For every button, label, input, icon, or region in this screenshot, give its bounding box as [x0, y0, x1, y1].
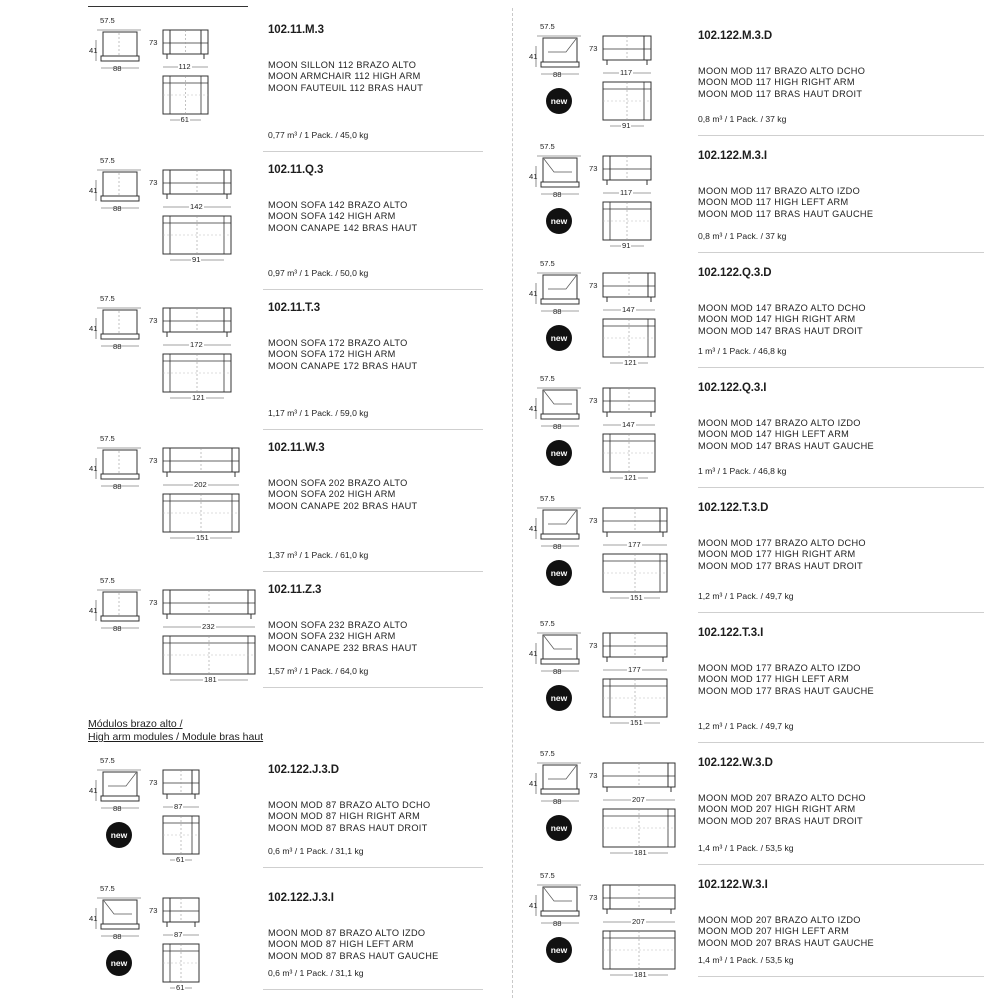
new-badge: new	[106, 950, 132, 976]
armchair-side-icon	[528, 745, 598, 815]
product-name-line: MOON SOFA 172 HIGH ARM	[268, 349, 396, 360]
side-width-dimension: 88	[113, 204, 122, 213]
side-view-drawing	[88, 12, 158, 82]
product-name-line: MOON MOD 177 HIGH RIGHT ARM	[698, 549, 856, 560]
armchair-side-icon	[528, 18, 598, 88]
height-dimension: 73	[149, 456, 158, 465]
width-dimension: 147	[622, 420, 635, 429]
sofa-front-icon	[163, 12, 238, 132]
product-name-line: MOON MOD 117 BRAZO ALTO DCHO	[698, 66, 866, 76]
sofa-front-icon	[603, 615, 697, 735]
product-names	[268, 478, 417, 512]
seat-height-dimension: 41	[529, 289, 538, 298]
side-width-dimension: 88	[113, 342, 122, 351]
side-view-drawing	[528, 490, 598, 560]
seat-height-dimension: 41	[529, 524, 538, 533]
product-name-line: MOON MOD 87 BRAS HAUT DROIT	[268, 822, 428, 833]
product-block	[88, 572, 483, 688]
product-spec: 1,4 m³ / 1 Pack. / 53,5 kg	[698, 843, 794, 853]
front-view-drawing	[149, 152, 261, 272]
front-view-drawing	[149, 752, 229, 872]
product-name-line: MOON CANAPE 202 BRAS HAUT	[268, 500, 418, 511]
sofa-front-icon	[163, 152, 261, 272]
armchair-side-icon	[88, 430, 158, 500]
product-name-line: MOON MOD 207 BRAS HAUT GAUCHE	[698, 937, 874, 948]
height-dimension: 73	[149, 38, 158, 47]
sofa-front-icon	[603, 490, 697, 610]
product-name-line: MOON MOD 117 HIGH RIGHT ARM	[698, 77, 855, 88]
height-dimension: 73	[589, 771, 598, 780]
product-block	[528, 255, 984, 368]
width-dimension: 142	[190, 202, 203, 211]
sofa-front-icon	[163, 880, 229, 1000]
product-block	[88, 752, 483, 868]
product-code: 102.122.J.3.I	[268, 892, 334, 904]
product-block	[528, 490, 984, 613]
product-spec: 0,6 m³ / 1 Pack. / 31,1 kg	[268, 968, 364, 978]
product-spec: 0,77 m³ / 1 Pack. / 45,0 kg	[268, 130, 369, 140]
product-spec: 0,8 m³ / 1 Pack. / 37 kg	[698, 231, 787, 241]
product-name-line: MOON MOD 177 BRAZO ALTO IZDO	[698, 663, 861, 673]
product-name-line: MOON MOD 87 BRAZO ALTO IZDO	[268, 928, 426, 938]
product-spec: 1 m³ / 1 Pack. / 46,8 kg	[698, 466, 787, 476]
product-names	[698, 538, 866, 572]
inner-width-dimension: 91	[192, 255, 201, 264]
depth-dimension: 57.5	[540, 871, 555, 880]
product-block	[528, 867, 984, 977]
product-names	[698, 663, 874, 697]
product-code: 102.122.Q.3.I	[698, 382, 767, 394]
width-dimension: 177	[628, 665, 641, 674]
product-spec: 0,97 m³ / 1 Pack. / 50,0 kg	[268, 268, 369, 278]
product-name-line: MOON MOD 147 BRAZO ALTO DCHO	[698, 303, 866, 313]
front-view-drawing	[589, 615, 697, 735]
side-view-drawing	[528, 745, 598, 815]
product-name-line: MOON CANAPE 172 BRAS HAUT	[268, 360, 418, 371]
depth-dimension: 57.5	[540, 22, 555, 31]
product-name-line: MOON MOD 177 BRAS HAUT GAUCHE	[698, 685, 874, 696]
product-name-line: MOON SOFA 232 HIGH ARM	[268, 631, 396, 642]
seat-height-dimension: 41	[529, 404, 538, 413]
height-dimension: 73	[589, 44, 598, 53]
inner-width-dimension: 121	[624, 473, 637, 482]
height-dimension: 73	[149, 778, 158, 787]
row-separator	[698, 252, 984, 253]
product-name-line: MOON MOD 207 BRAZO ALTO IZDO	[698, 915, 861, 925]
side-width-dimension: 88	[113, 482, 122, 491]
side-width-dimension: 88	[113, 64, 122, 73]
side-view-drawing	[528, 867, 598, 937]
front-view-drawing	[589, 18, 681, 138]
seat-height-dimension: 41	[529, 52, 538, 61]
product-name-line: MOON MOD 207 BRAZO ALTO DCHO	[698, 793, 866, 803]
product-spec: 0,8 m³ / 1 Pack. / 37 kg	[698, 114, 787, 124]
inner-width-dimension: 181	[634, 848, 647, 857]
product-code: 102.11.W.3	[268, 442, 325, 454]
front-view-drawing	[589, 745, 705, 865]
side-width-dimension: 88	[553, 919, 562, 928]
sofa-front-icon	[603, 18, 681, 138]
product-code: 102.122.W.3.I	[698, 879, 768, 891]
product-name-line: MOON MOD 87 HIGH LEFT ARM	[268, 939, 414, 950]
side-view-drawing	[88, 152, 158, 222]
front-view-drawing	[589, 255, 685, 375]
depth-dimension: 57.5	[540, 749, 555, 758]
product-name-line: MOON FAUTEUIL 112 BRAS HAUT	[268, 82, 424, 93]
height-dimension: 73	[589, 396, 598, 405]
product-name-line: MOON MOD 87 HIGH RIGHT ARM	[268, 811, 421, 822]
depth-dimension: 57.5	[100, 156, 115, 165]
new-badge: new	[546, 208, 572, 234]
product-name-line: MOON MOD 117 BRAS HAUT GAUCHE	[698, 208, 874, 219]
product-name-line: MOON ARMCHAIR 112 HIGH ARM	[268, 71, 421, 82]
product-spec: 1 m³ / 1 Pack. / 46,8 kg	[698, 346, 787, 356]
side-view-drawing	[88, 752, 158, 822]
product-names	[268, 620, 417, 654]
depth-dimension: 57.5	[100, 884, 115, 893]
height-dimension: 73	[589, 164, 598, 173]
product-name-line: MOON CANAPE 232 BRAS HAUT	[268, 642, 418, 653]
product-name-line: MOON SOFA 142 BRAZO ALTO	[268, 200, 408, 210]
depth-dimension: 57.5	[100, 16, 115, 25]
section-heading	[88, 718, 263, 744]
product-name-line: MOON MOD 207 BRAS HAUT DROIT	[698, 815, 863, 826]
row-separator	[698, 864, 984, 865]
product-block	[88, 880, 483, 990]
product-names	[268, 60, 423, 94]
product-name-line: MOON MOD 147 HIGH RIGHT ARM	[698, 314, 856, 325]
product-name-line: MOON MOD 117 HIGH LEFT ARM	[698, 197, 849, 208]
sofa-front-icon	[163, 430, 269, 550]
armchair-side-icon	[528, 138, 598, 208]
side-width-dimension: 88	[553, 797, 562, 806]
section-heading-line2: High arm modules / Module bras haut	[88, 731, 264, 743]
inner-width-dimension: 151	[630, 718, 643, 727]
front-view-drawing	[149, 430, 269, 550]
seat-height-dimension: 41	[529, 901, 538, 910]
depth-dimension: 57.5	[100, 294, 115, 303]
row-separator	[698, 976, 984, 977]
product-name-line: MOON MOD 177 HIGH LEFT ARM	[698, 674, 850, 685]
product-names	[698, 303, 866, 337]
height-dimension: 73	[149, 598, 158, 607]
product-code: 102.122.W.3.D	[698, 757, 773, 769]
product-name-line: MOON SOFA 142 HIGH ARM	[268, 211, 396, 222]
product-names	[268, 800, 430, 834]
new-badge: new	[106, 822, 132, 848]
product-name-line: MOON SOFA 202 BRAZO ALTO	[268, 478, 408, 488]
product-code: 102.122.T.3.D	[698, 502, 769, 514]
front-view-drawing	[149, 290, 261, 410]
product-names	[698, 66, 865, 100]
new-badge: new	[546, 440, 572, 466]
width-dimension: 87	[174, 802, 183, 811]
width-dimension: 147	[622, 305, 635, 314]
seat-height-dimension: 41	[529, 172, 538, 181]
product-code: 102.122.M.3.D	[698, 30, 773, 42]
product-block	[528, 18, 984, 136]
side-width-dimension: 88	[553, 190, 562, 199]
column-divider	[512, 8, 513, 998]
seat-height-dimension: 41	[529, 649, 538, 658]
product-spec: 1,2 m³ / 1 Pack. / 49,7 kg	[698, 591, 794, 601]
side-view-drawing	[88, 572, 158, 642]
width-dimension: 207	[632, 795, 645, 804]
product-names	[698, 793, 866, 827]
top-rule	[88, 0, 248, 7]
side-view-drawing	[528, 138, 598, 208]
product-name-line: MOON MOD 117 BRAZO ALTO IZDO	[698, 186, 861, 196]
side-view-drawing	[88, 290, 158, 360]
product-block	[528, 370, 984, 488]
armchair-side-icon	[528, 867, 598, 937]
row-separator	[263, 687, 483, 688]
depth-dimension: 57.5	[540, 142, 555, 151]
sofa-front-icon	[603, 370, 685, 490]
width-dimension: 117	[620, 68, 633, 77]
product-spec: 0,6 m³ / 1 Pack. / 31,1 kg	[268, 846, 364, 856]
row-separator	[698, 487, 984, 488]
side-view-drawing	[88, 430, 158, 500]
side-view-drawing	[528, 370, 598, 440]
product-block	[528, 745, 984, 865]
side-width-dimension: 88	[553, 542, 562, 551]
depth-dimension: 57.5	[100, 756, 115, 765]
product-block	[88, 430, 483, 572]
width-dimension: 177	[628, 540, 641, 549]
seat-height-dimension: 41	[89, 324, 98, 333]
product-name-line: MOON MOD 177 BRAZO ALTO DCHO	[698, 538, 866, 548]
armchair-side-icon	[88, 12, 158, 82]
product-name-line: MOON MOD 207 HIGH LEFT ARM	[698, 926, 850, 937]
row-separator	[698, 367, 984, 368]
seat-height-dimension: 41	[529, 779, 538, 788]
front-view-drawing	[149, 880, 229, 1000]
product-block	[88, 152, 483, 290]
height-dimension: 73	[589, 641, 598, 650]
sofa-front-icon	[603, 745, 705, 865]
product-spec: 1,57 m³ / 1 Pack. / 64,0 kg	[268, 666, 369, 676]
sofa-front-icon	[603, 255, 685, 375]
height-dimension: 73	[589, 516, 598, 525]
front-view-drawing	[589, 370, 685, 490]
depth-dimension: 57.5	[540, 619, 555, 628]
seat-height-dimension: 41	[89, 186, 98, 195]
front-view-drawing	[149, 12, 238, 132]
product-code: 102.122.J.3.D	[268, 764, 339, 776]
width-dimension: 202	[194, 480, 207, 489]
product-block	[88, 12, 483, 152]
inner-width-dimension: 91	[622, 121, 631, 130]
product-name-line: MOON MOD 87 BRAS HAUT GAUCHE	[268, 950, 439, 961]
side-width-dimension: 88	[553, 70, 562, 79]
product-code: 102.122.T.3.I	[698, 627, 764, 639]
product-spec: 1,37 m³ / 1 Pack. / 61,0 kg	[268, 550, 369, 560]
width-dimension: 207	[632, 917, 645, 926]
side-width-dimension: 88	[113, 804, 122, 813]
product-name-line: MOON MOD 177 BRAS HAUT DROIT	[698, 560, 863, 571]
side-width-dimension: 88	[113, 932, 122, 941]
inner-width-dimension: 61	[176, 983, 185, 992]
depth-dimension: 57.5	[540, 374, 555, 383]
width-dimension: 112	[178, 62, 191, 71]
inner-width-dimension: 151	[630, 593, 643, 602]
product-name-line: MOON CANAPE 142 BRAS HAUT	[268, 222, 418, 233]
front-view-drawing	[589, 490, 697, 610]
depth-dimension: 57.5	[540, 259, 555, 268]
sofa-front-icon	[163, 572, 285, 692]
row-separator	[698, 612, 984, 613]
product-spec: 1,17 m³ / 1 Pack. / 59,0 kg	[268, 408, 369, 418]
front-view-drawing	[149, 572, 285, 692]
inner-width-dimension: 91	[622, 241, 631, 250]
product-block	[88, 290, 483, 430]
product-code: 102.122.M.3.I	[698, 150, 768, 162]
sofa-front-icon	[163, 752, 229, 872]
product-name-line: MOON SOFA 232 BRAZO ALTO	[268, 620, 408, 630]
seat-height-dimension: 41	[89, 786, 98, 795]
seat-height-dimension: 41	[89, 606, 98, 615]
sofa-front-icon	[603, 867, 705, 987]
product-names	[698, 186, 873, 220]
height-dimension: 73	[149, 906, 158, 915]
product-code: 102.11.Q.3	[268, 164, 324, 176]
product-block	[528, 138, 984, 253]
inner-width-dimension: 151	[196, 533, 209, 542]
row-separator	[263, 989, 483, 990]
product-names	[268, 200, 417, 234]
product-names	[268, 928, 439, 962]
inner-width-dimension: 181	[634, 970, 647, 979]
inner-width-dimension: 61	[176, 855, 185, 864]
height-dimension: 73	[589, 893, 598, 902]
armchair-side-icon	[88, 752, 158, 822]
front-view-drawing	[589, 867, 705, 987]
armchair-side-icon	[528, 255, 598, 325]
seat-height-dimension: 41	[89, 914, 98, 923]
row-separator	[698, 742, 984, 743]
armchair-side-icon	[88, 152, 158, 222]
product-code: 102.11.T.3	[268, 302, 321, 314]
new-badge: new	[546, 685, 572, 711]
side-width-dimension: 88	[553, 307, 562, 316]
product-spec: 1,4 m³ / 1 Pack. / 53,5 kg	[698, 955, 794, 965]
product-names	[268, 338, 417, 372]
new-badge: new	[546, 325, 572, 351]
inner-width-dimension: 121	[624, 358, 637, 367]
front-view-drawing	[589, 138, 681, 258]
product-names	[698, 418, 874, 452]
armchair-side-icon	[528, 615, 598, 685]
side-view-drawing	[528, 255, 598, 325]
height-dimension: 73	[589, 281, 598, 290]
product-name-line: MOON MOD 147 BRAZO ALTO IZDO	[698, 418, 861, 428]
row-separator	[698, 135, 984, 136]
inner-width-dimension: 181	[204, 675, 217, 684]
product-spec: 1,2 m³ / 1 Pack. / 49,7 kg	[698, 721, 794, 731]
armchair-side-icon	[88, 290, 158, 360]
width-dimension: 87	[174, 930, 183, 939]
product-name-line: MOON MOD 147 BRAS HAUT DROIT	[698, 325, 863, 336]
row-separator	[263, 867, 483, 868]
product-name-line: MOON SOFA 172 BRAZO ALTO	[268, 338, 408, 348]
product-name-line: MOON SOFA 202 HIGH ARM	[268, 489, 396, 500]
side-view-drawing	[88, 880, 158, 950]
sofa-front-icon	[163, 290, 261, 410]
new-badge: new	[546, 88, 572, 114]
armchair-side-icon	[88, 572, 158, 642]
side-width-dimension: 88	[113, 624, 122, 633]
seat-height-dimension: 41	[89, 464, 98, 473]
depth-dimension: 57.5	[100, 576, 115, 585]
new-badge: new	[546, 937, 572, 963]
side-width-dimension: 88	[553, 667, 562, 676]
depth-dimension: 57.5	[540, 494, 555, 503]
width-dimension: 232	[202, 622, 215, 631]
new-badge: new	[546, 560, 572, 586]
product-name-line: MOON MOD 117 BRAS HAUT DROIT	[698, 88, 863, 99]
section-heading-line1: Módulos brazo alto /	[88, 718, 183, 730]
seat-height-dimension: 41	[89, 46, 98, 55]
product-name-line: MOON SILLON 112 BRAZO ALTO	[268, 60, 417, 70]
height-dimension: 73	[149, 316, 158, 325]
armchair-side-icon	[88, 880, 158, 950]
product-code: 102.122.Q.3.D	[698, 267, 772, 279]
product-block	[528, 615, 984, 743]
product-name-line: MOON MOD 147 BRAS HAUT GAUCHE	[698, 440, 874, 451]
inner-width-dimension: 121	[192, 393, 205, 402]
product-name-line: MOON MOD 207 HIGH RIGHT ARM	[698, 804, 856, 815]
product-code: 102.11.Z.3	[268, 584, 322, 596]
sofa-front-icon	[603, 138, 681, 258]
depth-dimension: 57.5	[100, 434, 115, 443]
armchair-side-icon	[528, 370, 598, 440]
height-dimension: 73	[149, 178, 158, 187]
new-badge: new	[546, 815, 572, 841]
product-name-line: MOON MOD 87 BRAZO ALTO DCHO	[268, 800, 431, 810]
side-view-drawing	[528, 18, 598, 88]
armchair-side-icon	[528, 490, 598, 560]
product-code: 102.11.M.3	[268, 24, 324, 36]
product-names	[698, 915, 874, 949]
side-width-dimension: 88	[553, 422, 562, 431]
inner-width-dimension: 61	[180, 115, 189, 124]
product-name-line: MOON MOD 147 HIGH LEFT ARM	[698, 429, 850, 440]
width-dimension: 117	[620, 188, 633, 197]
side-view-drawing	[528, 615, 598, 685]
width-dimension: 172	[190, 340, 203, 349]
